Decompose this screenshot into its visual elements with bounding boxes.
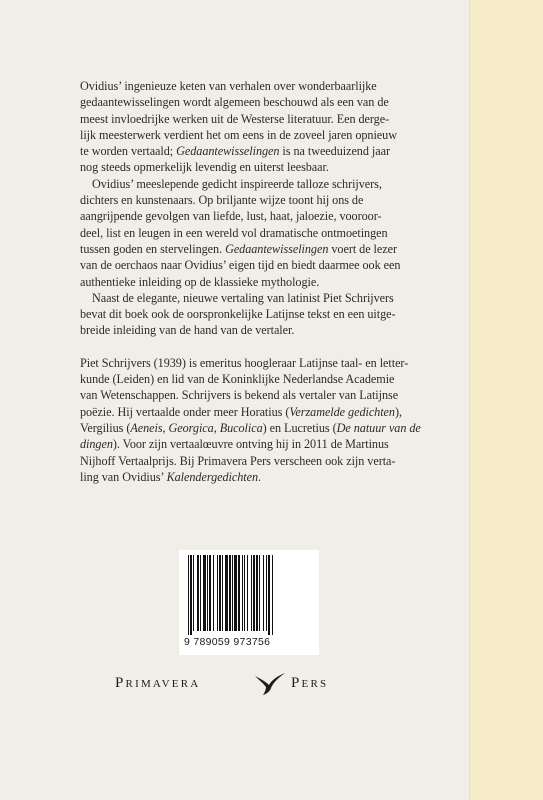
- barcode-bar: [253, 555, 255, 631]
- blurb-text: [80, 78, 421, 485]
- barcode-bar: [209, 555, 211, 631]
- barcode-bar: [213, 555, 214, 631]
- spine-strip: [469, 0, 543, 800]
- barcode-bar: [256, 555, 258, 631]
- barcode-bar: [244, 555, 245, 631]
- barcode-bar: [190, 555, 192, 635]
- barcode-bar: [188, 555, 189, 635]
- barcode-bar: [225, 555, 228, 631]
- barcode-bar: [268, 555, 270, 635]
- barcode-bar: [247, 555, 248, 631]
- publisher-logo: [115, 670, 355, 700]
- barcode-bar: [222, 555, 223, 631]
- barcode-bar: [200, 555, 201, 631]
- barcode-bar: [229, 555, 231, 631]
- barcode-bars: [184, 555, 314, 635]
- book-title-italic: Gedaantewisselingen: [176, 144, 280, 159]
- barcode-bar: [259, 555, 260, 631]
- publisher-name-left: Primavera: [115, 675, 201, 691]
- barcode-bar: [263, 555, 264, 631]
- swallow-icon: [253, 670, 287, 696]
- barcode-bar: [251, 555, 252, 631]
- blurb-paragraph-3: Naast de elegante, nieuwe vertaling van latinist Piet Schrijvers bevat dit boek ook de oorspronkelijke Latijnse tekst en een uitge- breide inleiding van de hand van de vertaler.: [80, 290, 396, 338]
- barcode-bar: [193, 555, 194, 631]
- barcode-bar: [234, 555, 237, 631]
- barcode-bar: [232, 555, 233, 631]
- barcode-bar: [219, 555, 221, 631]
- author-bio: Piet Schrijvers (1939) is emeritus hoogleraar Latijnse taal- en letter- kunde (Leiden) en lid van de Koninklijke Nederlandse Academie van Wetenschappen. Schrijvers is bekend als vertaler van Latijnse poëzie. Hij vertaalde onder meer Horatius (Verzamelde gedichten), Vergilius (Aeneis, Georgica, Bucolica) en Lucretius (De natuur van de dingen). Voor zijn vertaalœuvre ontving hij in 2011 de Martinus Nijhoff Vertaalprijs. Bij Primavera Pers verscheen ook zijn verta- ling van Ovidius’ Kalendergedichten.: [80, 355, 421, 484]
- barcode-bar: [207, 555, 208, 631]
- isbn-barcode: [179, 550, 319, 655]
- barcode-bar: [217, 555, 218, 631]
- blurb-paragraph-1: Ovidius’ ingenieuze keten van verhalen over wonderbaarlijke gedaantewisselingen wordt algemeen beschouwd als een van de meest invloedrijke werken uit de Westerse literatuur. Een derge- lijk meesterwerk verdient het om eens in de zoveel jaren opnieuw te worden vertaald; Gedaantewisselingen is na tweeduizend jaar nog steeds opmerkelijk levendig en uiterst leesbaar.: [80, 79, 397, 175]
- barcode-bar: [266, 555, 267, 631]
- blurb-paragraph-2: Ovidius’ meeslepende gedicht inspireerde talloze schrijvers, dichters en kunstenaars. Op briljante wijze toont hij ons de aangrijpende gevolgen van liefde, lust, haat, jaloezie, vooroor- deel, list en leugen in een wereld vol dramatische ontmoetingen tussen goden en stervelingen. Gedaantewisselingen voert de lezer van de oerchaos naar Ovidius’ eigen tijd en biedt daarmee ook een authentieke inleiding op de klassieke mythologie.: [80, 176, 401, 289]
- barcode-bar: [238, 555, 240, 631]
- book-title-italic: Gedaantewisselingen: [225, 241, 329, 256]
- barcode-bar: [242, 555, 243, 631]
- barcode-bar: [272, 555, 273, 635]
- publisher-name-right: Pers: [291, 675, 329, 691]
- barcode-bar: [197, 555, 199, 631]
- barcode-bar: [203, 555, 206, 631]
- isbn-number: 9 789059 973756: [184, 636, 271, 648]
